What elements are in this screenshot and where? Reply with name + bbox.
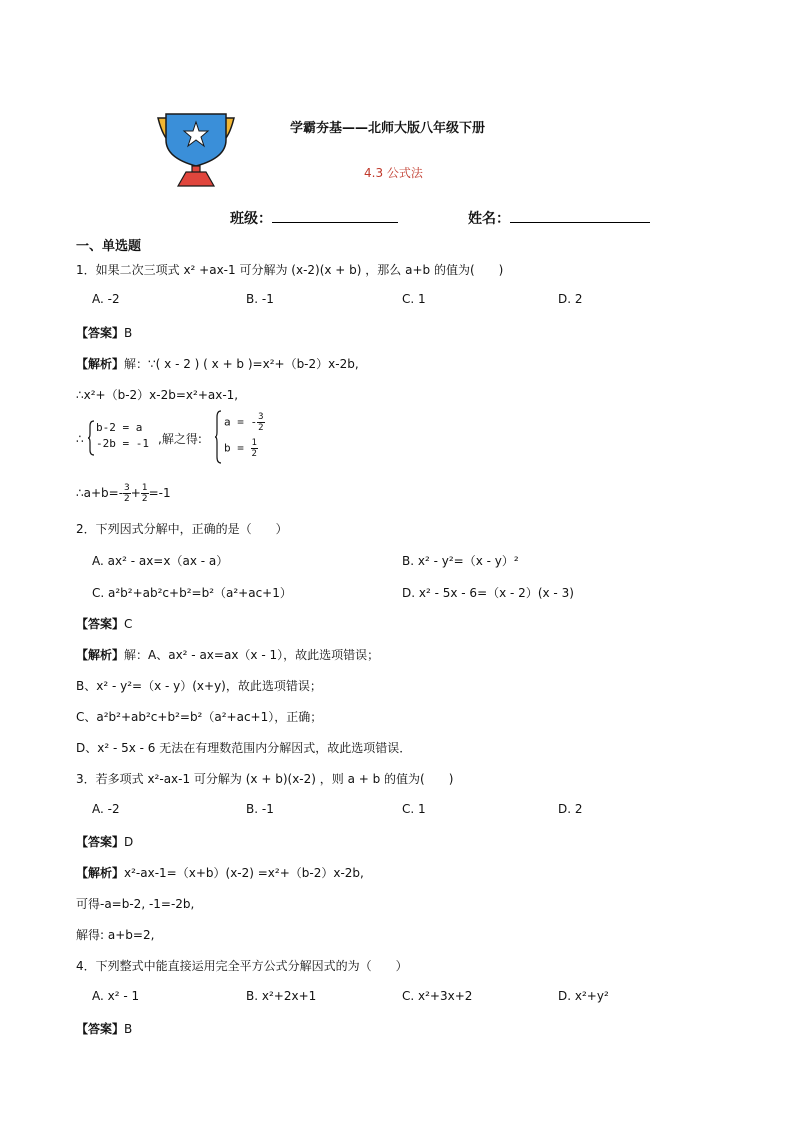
q3-option-b[interactable]: B. -1 [246,802,274,816]
q2-analysis-line-1 [76,646,379,663]
q1-option-a[interactable]: A. -2 [92,292,120,306]
question-3-stem: 3．若多项式 x²-ax-1 可分解为 (x + b)(x-2) ，则 a + b 的值为( ) [76,772,454,786]
q3-analysis-line-3: 解得: a+b=2, [76,928,155,942]
answer-tag: 【答案】 [76,617,125,631]
analysis-text: 解：A、ax² - ax=ax（x - 1），故此选项错误； [124,648,380,662]
frac-den: 2 [258,423,264,433]
analysis-tag: 【解析】 [76,648,125,662]
frac-num: 1 [251,438,257,448]
question-1-stem: 1．如果二次三项式 x² +ax-1 可分解为 (x-2)(x + b) ，那么 a+b 的值为( ) [76,263,504,277]
q1-final-line [76,483,171,504]
q2-analysis-line-2: B、x² - y²=（x - y）(x+y)，故此选项错误； [76,679,322,693]
solution-b [224,438,258,459]
question-4-stem: 4．下列整式中能直接运用完全平方公式分解因式的为（ ） [76,959,408,973]
class-blank[interactable] [272,208,398,223]
analysis-tag: 【解析】 [76,866,125,880]
analysis-text: x²-ax-1=（x+b）(x-2) =x²+（b-2）x-2b, [124,866,364,880]
q3-analysis-line-2: 可得-a=b-2, -1=-2b, [76,897,195,911]
left-brace-icon-2 [214,410,222,464]
final-suffix: =-1 [148,486,171,500]
trophy-logo [150,110,242,190]
frac-den: 2 [141,494,148,504]
q2-option-c[interactable]: C. a²b²+ab²c+b²=b²（a²+ac+1） [92,586,292,600]
solution-b-text: b = [224,441,251,455]
fraction-1-2 [251,438,258,459]
analysis-tag: 【解析】 [76,357,125,371]
q2-analysis-line-4: D、x² - 5x - 6 无法在有理数范围内分解因式，故此选项错误． [76,741,412,755]
fraction-3-2-b [123,483,131,504]
q3-option-c[interactable]: C. 1 [402,802,426,816]
solve-text: ,解之得: [158,432,202,446]
class-field[interactable] [230,208,398,228]
name-field[interactable] [468,208,650,228]
frac-den: 2 [124,494,130,504]
q1-therefore-sign: ∴ [76,432,84,446]
q4-option-c[interactable]: C. x²+3x+2 [402,989,473,1003]
q1-option-b[interactable]: B. -1 [246,292,274,306]
q4-option-b[interactable]: B. x²+2x+1 [246,989,317,1003]
name-label: 姓名： [468,211,510,227]
q3-analysis-line-1 [76,864,364,881]
q1-analysis-line-1 [76,355,359,372]
class-label: 班级： [230,211,272,227]
section-heading: 一、单选题 [76,239,142,254]
document-title: 学霸夯基——北师大版八年级下册 [290,121,486,136]
question-2-stem: 2．下列因式分解中，正确的是（ ） [76,522,288,536]
q2-answer [76,615,132,632]
name-blank[interactable] [510,208,650,223]
q2-option-b[interactable]: B. x² - y²=（x - y）² [402,554,519,568]
frac-num: 3 [124,483,130,493]
solution-a-text: a = - [224,415,258,429]
frac-num: 1 [141,483,148,493]
answer-tag: 【答案】 [76,835,125,849]
q3-option-d[interactable]: D. 2 [558,802,583,816]
final-plus: + [130,486,141,500]
fraction-1-2-b [141,483,149,504]
document-subtitle: 4.3 公式法 [364,166,423,180]
frac-den: 2 [251,449,257,459]
answer-value: C [124,617,133,631]
q2-option-d[interactable]: D. x² - 5x - 6=（x - 2）(x - 3) [402,586,574,600]
solution-a [224,412,265,433]
q2-option-a[interactable]: A. ax² - ax=x（ax - a） [92,554,229,568]
q4-answer [76,1020,132,1037]
q3-answer [76,833,133,850]
answer-value: D [124,835,134,849]
equation-2: -2b = -1 [96,437,149,450]
answer-value: B [124,326,133,340]
left-brace-icon [87,420,95,456]
q1-analysis-line-2: ∴x²+（b-2）x-2b=x²+ax-1, [76,388,239,402]
q1-option-c[interactable]: C. 1 [402,292,426,306]
analysis-text: 解：∵( x - 2 ) ( x + b )=x²+（b-2）x-2b, [124,357,359,371]
q4-option-a[interactable]: A. x² - 1 [92,989,140,1003]
q1-option-d[interactable]: D. 2 [558,292,583,306]
q1-answer [76,324,132,341]
equation-1: b-2 = a [96,421,143,434]
q2-analysis-line-3: C、a²b²+ab²c+b²=b²（a²+ac+1），正确； [76,710,323,724]
answer-value: B [124,1022,133,1036]
answer-tag: 【答案】 [76,1022,125,1036]
q4-option-d[interactable]: D. x²+y² [558,989,609,1003]
answer-tag: 【答案】 [76,326,125,340]
final-prefix: ∴a+b=- [76,486,124,500]
fraction-3-2 [257,412,264,433]
frac-num: 3 [258,412,264,422]
q3-option-a[interactable]: A. -2 [92,802,120,816]
